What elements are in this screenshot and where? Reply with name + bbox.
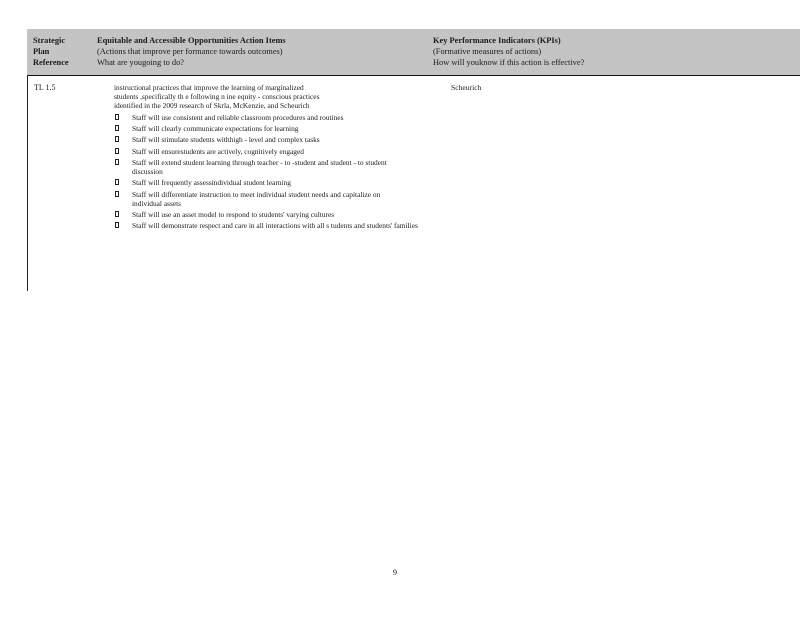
header-action-items bbox=[97, 35, 397, 69]
list-item-text: Staff will extend student learning through teacher - to -student and student - to student discussion bbox=[132, 157, 387, 177]
header-strategic-plan-reference bbox=[33, 35, 95, 69]
header-actions-title: Equitable and Accessible Opportunities Action Items bbox=[97, 36, 286, 45]
list-item bbox=[114, 178, 414, 187]
bullet-box-icon bbox=[115, 179, 119, 185]
list-item-text: Staff will use consistent and reliable classroom procedures and routines bbox=[132, 112, 344, 122]
list-item bbox=[114, 135, 414, 144]
list-item-text: Staff will ensurestudents are actively, cognitively engaged bbox=[132, 146, 304, 156]
list-item bbox=[114, 147, 414, 156]
intro-line: identified in the 2009 research of Skrla, McKenzie, and Scheurich bbox=[114, 101, 310, 111]
list-item bbox=[114, 221, 418, 231]
list-item bbox=[114, 190, 414, 208]
intro-line: instructional practices that improve the learning of marginalized bbox=[114, 83, 304, 92]
equity-practices-list bbox=[114, 112, 418, 231]
table-header bbox=[27, 29, 800, 76]
bullet-box-icon bbox=[115, 148, 119, 154]
list-item-text: Staff will frequently assessindividual student learning bbox=[132, 178, 291, 188]
intro-line: students ,specifically th e following n ine equity - conscious practices bbox=[114, 92, 320, 102]
list-item-text: Staff will use an asset model to respond to students' varying cultures bbox=[132, 210, 335, 220]
list-item-text: Staff will stimulate students withhigh - level and complex tasks bbox=[132, 135, 320, 145]
header-ref-line-1: Strategic bbox=[33, 36, 66, 45]
header-actions-subtitle: (Actions that improve per formance towards outcomes) bbox=[97, 47, 283, 57]
header-kpis bbox=[433, 35, 623, 69]
bullet-box-icon bbox=[115, 211, 119, 217]
list-item bbox=[114, 113, 414, 122]
table-left-border bbox=[27, 75, 28, 291]
list-item bbox=[114, 158, 414, 176]
list-item bbox=[114, 210, 414, 219]
list-item-text: Staff will clearly communicate expectations for learning bbox=[132, 124, 299, 133]
header-kpi-subtitle: (Formative measures of actions) bbox=[433, 47, 542, 57]
list-item-text: Staff will demonstrate respect and care in all interactions with all s tudents and students' families bbox=[132, 221, 418, 231]
header-kpi-title: Key Performance Indicators (KPIs) bbox=[433, 36, 561, 45]
list-item bbox=[114, 124, 414, 133]
header-ref-line-3: Reference bbox=[33, 58, 69, 68]
bullet-box-icon bbox=[115, 222, 119, 228]
header-ref-line-2: Plan bbox=[33, 47, 50, 57]
list-item-text: Staff will differentiate instruction to meet individual student needs and capitalize on individual assets bbox=[132, 189, 381, 208]
bullet-box-icon bbox=[115, 191, 119, 197]
row-strategic-reference: TL 1.5 bbox=[34, 83, 56, 92]
bullet-box-icon bbox=[115, 125, 119, 131]
page-number: 9 bbox=[393, 568, 397, 577]
header-actions-question: What are yougoing to do? bbox=[97, 58, 184, 68]
bullet-box-icon bbox=[115, 159, 119, 165]
bullet-box-icon bbox=[115, 136, 119, 142]
header-kpi-question: How will youknow if this action is effective? bbox=[433, 58, 585, 68]
row-kpi: Scheurich bbox=[451, 83, 482, 92]
row-action-items bbox=[114, 83, 418, 231]
bullet-box-icon bbox=[115, 114, 119, 120]
